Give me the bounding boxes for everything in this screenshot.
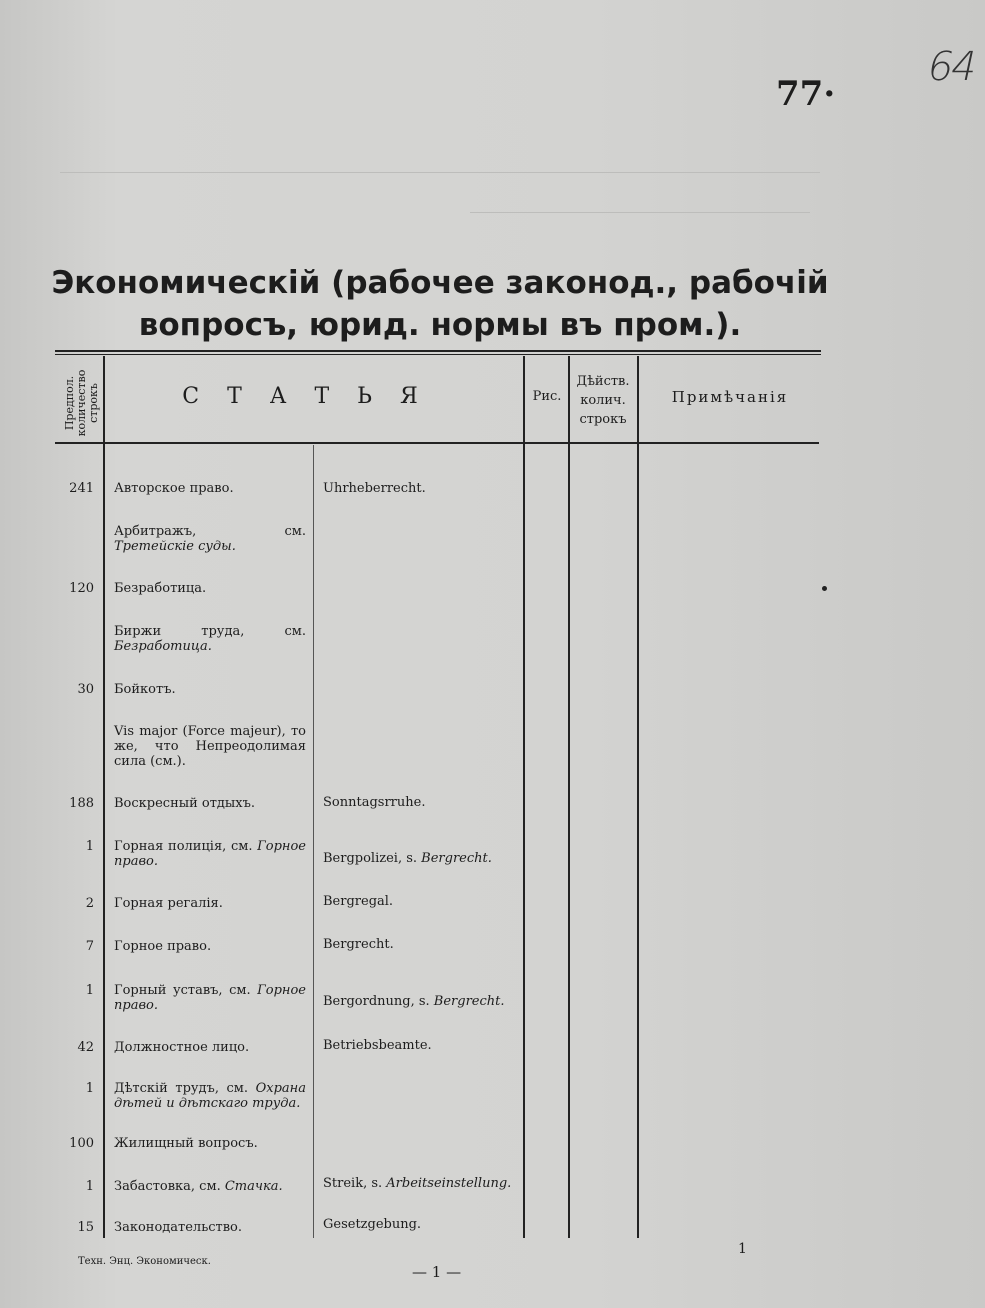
title-line-2: вопросъ, юрид. нормы въ пром.).: [138, 307, 742, 343]
row-article-de: Sonntagsrruhe.: [323, 795, 426, 810]
row-count: 100: [69, 1136, 94, 1151]
footer-sheet-number: — 1 —: [412, 1263, 462, 1281]
row-article-de: Bergregal.: [323, 894, 394, 909]
header-planned-lines-2: количество: [75, 369, 88, 437]
row-count: 2: [85, 896, 94, 911]
footer-signature-mark: 1: [738, 1241, 747, 1257]
title-line-1: Экономическій (рабочее законод., рабочій: [51, 265, 829, 301]
footer-source: Техн. Энц. Экономическ.: [78, 1256, 211, 1267]
row-article-ru: Арбитражъ, см. Третейскіе суды.: [114, 524, 306, 554]
header-article: СТАТЬЯ: [182, 384, 446, 409]
row-article-de: Bergrecht.: [323, 937, 394, 952]
header-actual-lines: [570, 372, 636, 429]
row-count: 15: [77, 1220, 94, 1235]
column-divider-1: [103, 356, 105, 1238]
header-planned-lines-3: строкъ: [87, 383, 100, 423]
header-actual-lines-2: колич.: [580, 393, 626, 408]
row-article-ru: Авторское право.: [114, 481, 234, 496]
row-article-ru: Забастовка, см. Стачка.: [114, 1179, 283, 1194]
row-article-de: Uhrheberrecht.: [323, 481, 426, 496]
row-count: 30: [77, 682, 94, 697]
header-actual-lines-3: строкъ: [579, 412, 627, 427]
header-actual-lines-1: Дѣйств.: [576, 374, 630, 389]
header-figures: Рис.: [532, 389, 562, 404]
page-title: [50, 262, 830, 346]
row-article-ru: Горная регалія.: [114, 896, 223, 911]
row-article-ru: Горное право.: [114, 939, 212, 954]
header-planned-lines: [60, 368, 104, 438]
handwritten-page-number: 64: [923, 44, 980, 90]
row-article-ru: Биржи труда, см. Безработица.: [114, 624, 306, 654]
table-top-rule-thin: [55, 354, 821, 355]
row-article-de: Bergpolizei, s. Bergrecht.: [323, 851, 492, 866]
row-article-ru: Горный уставъ, см. Горное право.: [114, 983, 306, 1013]
table-header-rule: [55, 442, 819, 444]
row-article-ru: Воскресный отдыхъ.: [114, 796, 255, 811]
row-count: 1: [85, 1179, 94, 1194]
row-article-ru: Безработица.: [114, 581, 207, 596]
row-count: 1: [85, 1081, 94, 1096]
header-planned-lines-1: Предпол.: [63, 375, 76, 431]
row-article-ru: Бойкотъ.: [114, 682, 176, 697]
column-divider-3: [568, 356, 570, 1238]
header-notes: Примѣчанія: [671, 388, 789, 406]
row-count: 120: [69, 581, 94, 596]
row-count: 241: [69, 481, 94, 496]
row-article-ru: Vis major (Force majeur), то же, что Непреодолимая сила (см.).: [114, 724, 306, 769]
row-count: 1: [85, 983, 94, 998]
column-divider-2: [523, 356, 525, 1238]
row-count: 42: [77, 1040, 94, 1055]
ink-dot: [822, 586, 827, 591]
row-article-ru: Жилищный вопросъ.: [114, 1136, 258, 1151]
row-count: 7: [85, 939, 94, 954]
row-article-de: Betriebsbeamte.: [323, 1038, 432, 1053]
row-article-ru: Дѣтскій трудъ, см. Охрана дѣтей и дѣтскаго труда.: [114, 1081, 306, 1111]
row-article-ru: Должностное лицо.: [114, 1040, 250, 1055]
table-top-rule: [55, 350, 821, 352]
row-article-de: Bergordnung, s. Bergrecht.: [323, 994, 505, 1009]
row-count: 1: [85, 839, 94, 854]
row-article-ru: Горная полиція, см. Горное право.: [114, 839, 306, 869]
row-count: 188: [69, 796, 94, 811]
column-divider-article: [313, 445, 314, 1238]
column-divider-4: [637, 356, 639, 1238]
row-article-de: Gesetzgebung.: [323, 1217, 422, 1232]
row-article-ru: Законодательство.: [114, 1220, 243, 1235]
page-number: 77·: [776, 74, 836, 114]
row-article-de: Streik, s. Arbeitseinstellung.: [323, 1176, 512, 1191]
